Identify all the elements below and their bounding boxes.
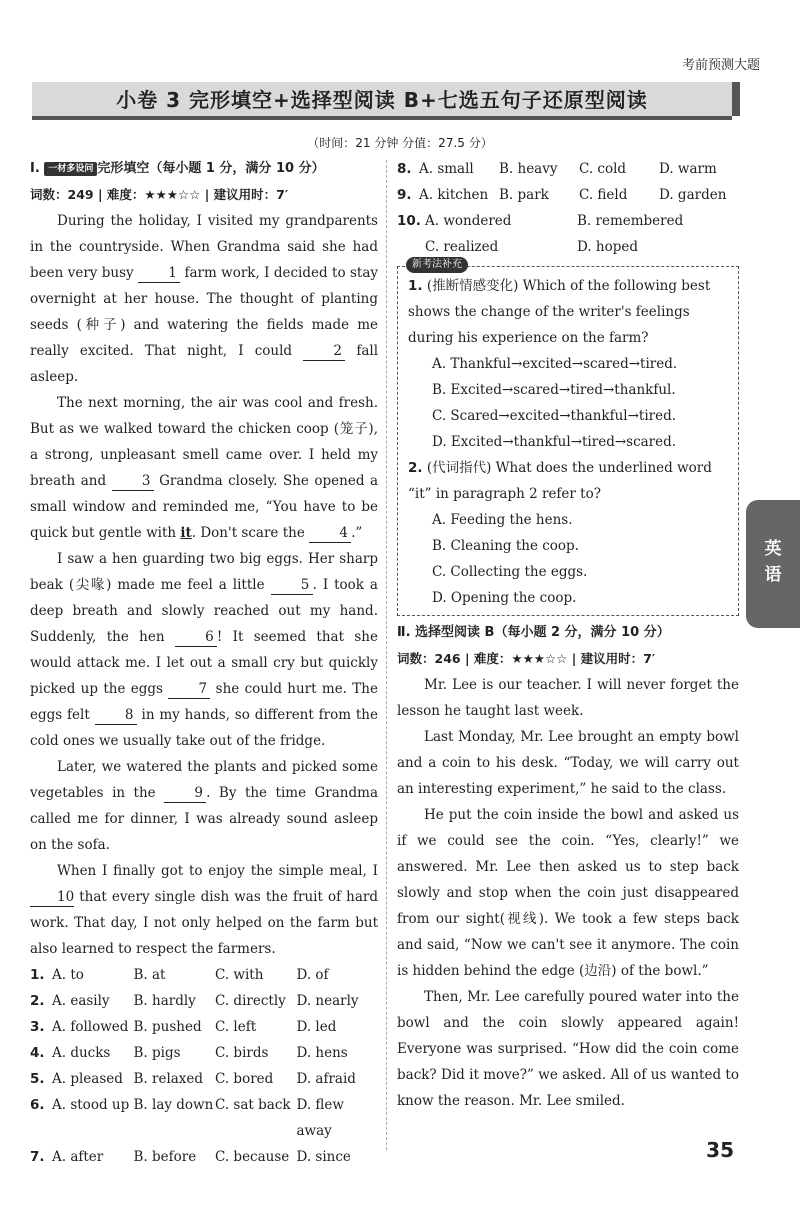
section2-title: Ⅱ. 选择型阅读 B（每小题 2 分，满分 10 分） bbox=[397, 625, 670, 640]
reading-paragraph: He put the coin inside the bowl and asked us if we could see the coin. “Yes, clearly!” we answered. Mr. Lee then asked us to step back slowly and stop when the coin just disappeared from our sight(视线). We took a few steps back and said, “Now we can't see it anymore. The coin is hidden behind the edge (边沿) of the bowl.” bbox=[397, 807, 739, 979]
subject-side-tab: 英 语 bbox=[746, 500, 800, 628]
column-divider bbox=[386, 160, 387, 1150]
blank-4: 4 bbox=[309, 524, 351, 543]
reading-paragraph: Last Monday, Mr. Lee brought an empty bowl and a coin to his desk. “Today, we will carry out an interesting experiment,” he said to the class. bbox=[397, 729, 739, 797]
section1-badge: 一材多设问 bbox=[44, 162, 97, 176]
options-list-left bbox=[30, 962, 378, 1170]
banner-edge bbox=[732, 82, 740, 116]
blank-2: 2 bbox=[303, 342, 345, 361]
page-number: 35 bbox=[706, 1138, 734, 1162]
option-row: 10. A. wondered B. remembered bbox=[397, 213, 684, 229]
box-q1-options: A. Thankful→excited→scared→tired. B. Excited→scared→tired→thankful. C. Scared→excited→thankful→tired. D. Excited→thankful→tired→scared. bbox=[432, 356, 678, 450]
passage-paragraph-3: I saw a hen guarding two big eggs. Her sharp beak (尖喙) made me feel a little 5 . I took a deep breath and slowly reached out my hand. Suddenly, the hen 6 ! It seemed that she would attack me. I let out a small cry but quickly picked up the eggs 7 she could hurt me. The eggs felt 8 in my hands, so different from the cold ones we usually take out of the fridge. bbox=[30, 551, 378, 749]
new-question-box bbox=[397, 259, 739, 616]
blank-3: 3 bbox=[112, 472, 154, 491]
reading-paragraph: Mr. Lee is our teacher. I will never forget the lesson he taught last week. bbox=[397, 677, 739, 719]
right-column bbox=[397, 156, 739, 1114]
passage-paragraph-1: During the holiday, I visited my grandparents in the countryside. When Grandma said she had been very busy 1 farm work, I decided to stay overnight at her house. The thought of planting seeds (种子) and watering the fields made me really excited. That night, I could 2 fall asleep. bbox=[30, 213, 379, 385]
option-row: 7. A. after B. before C. because D. since bbox=[30, 1149, 351, 1165]
option-row: 4. A. ducks B. pigs C. birds D. hens bbox=[30, 1045, 348, 1061]
option-row: 9. A. kitchen B. park C. field D. garden bbox=[397, 187, 727, 203]
header-tag: 考前预测大题 bbox=[681, 58, 760, 73]
blank-5: 5 bbox=[271, 576, 313, 595]
blank-6: 6 bbox=[175, 628, 217, 647]
time-line: （时间：21 分钟 分值：27.5 分） bbox=[307, 136, 493, 150]
blank-9: 9 bbox=[164, 784, 206, 803]
blank-8: 8 bbox=[95, 706, 137, 725]
banner-title: 小卷 3 完形填空+选择型阅读 B+七选五句子还原型阅读 bbox=[32, 82, 732, 120]
section2-meta: 词数：246 | 难度：★★★☆☆ | 建议用时：7′ bbox=[397, 651, 656, 666]
box-tag: 新考法补充 bbox=[406, 257, 468, 273]
option-row: 8. A. small B. heavy C. cold D. warm bbox=[397, 161, 717, 177]
passage-paragraph-4: Later, we watered the plants and picked some vegetables in the 9 . By the time Grandma called me for dinner, I was already sound asleep on the sofa. bbox=[30, 759, 378, 853]
section1-title: Ⅰ. 一材多设问 完形填空（每小题 1 分，满分 10 分） bbox=[30, 161, 325, 176]
option-row: 6. A. stood up B. lay down C. sat back D. flew away bbox=[30, 1097, 344, 1139]
box-question-2: 2. (代词指代) What does the underlined word “it” in paragraph 2 refer to? bbox=[408, 460, 712, 502]
passage-paragraph-2: The next morning, the air was cool and fresh. But as we walked toward the chicken coop (笼子), a strong, unpleasant smell came over. I held my breath and 3 Grandma closely. She opened a small window and reminded me, “You have to be quick but gentle with it. Don't scare the 4 .” bbox=[30, 395, 379, 541]
reading-paragraph: Then, Mr. Lee carefully poured water into the bowl and the coin slowly appeared again! Everyone was surprised. “How did the coin come back? Did it move?” we asked. All of us wanted to know the reason. Mr. Lee smiled. bbox=[397, 989, 739, 1109]
option-row: 3. A. followed B. pushed C. left D. led bbox=[30, 1019, 337, 1035]
option-row: 1. A. to B. at C. with D. of bbox=[30, 967, 329, 983]
underlined-it: it bbox=[180, 525, 192, 541]
section1-meta: 词数：249 | 难度：★★★☆☆ | 建议用时：7′ bbox=[30, 187, 289, 202]
box-q2-options: A. Feeding the hens. B. Cleaning the coop. C. Collecting the eggs. D. Opening the coop. bbox=[432, 512, 588, 606]
passage-paragraph-5: When I finally got to enjoy the simple meal, I 10 that every single dish was the fruit of hard work. That day, I not only helped on the farm but also learned to respect the farmers. bbox=[30, 863, 378, 957]
blank-7: 7 bbox=[168, 680, 210, 699]
box-question-1: 1. (推断情感变化) Which of the following best shows the change of the writer's feelings during his experience on the farm? bbox=[408, 278, 711, 346]
blank-1: 1 bbox=[138, 264, 180, 283]
left-column bbox=[30, 156, 378, 1170]
option-row: C. realized D. hoped bbox=[425, 239, 639, 255]
option-row: 5. A. pleased B. relaxed C. bored D. afraid bbox=[30, 1071, 356, 1087]
option-row: 2. A. easily B. hardly C. directly D. nearly bbox=[30, 993, 359, 1009]
blank-10: 10 bbox=[30, 888, 74, 907]
